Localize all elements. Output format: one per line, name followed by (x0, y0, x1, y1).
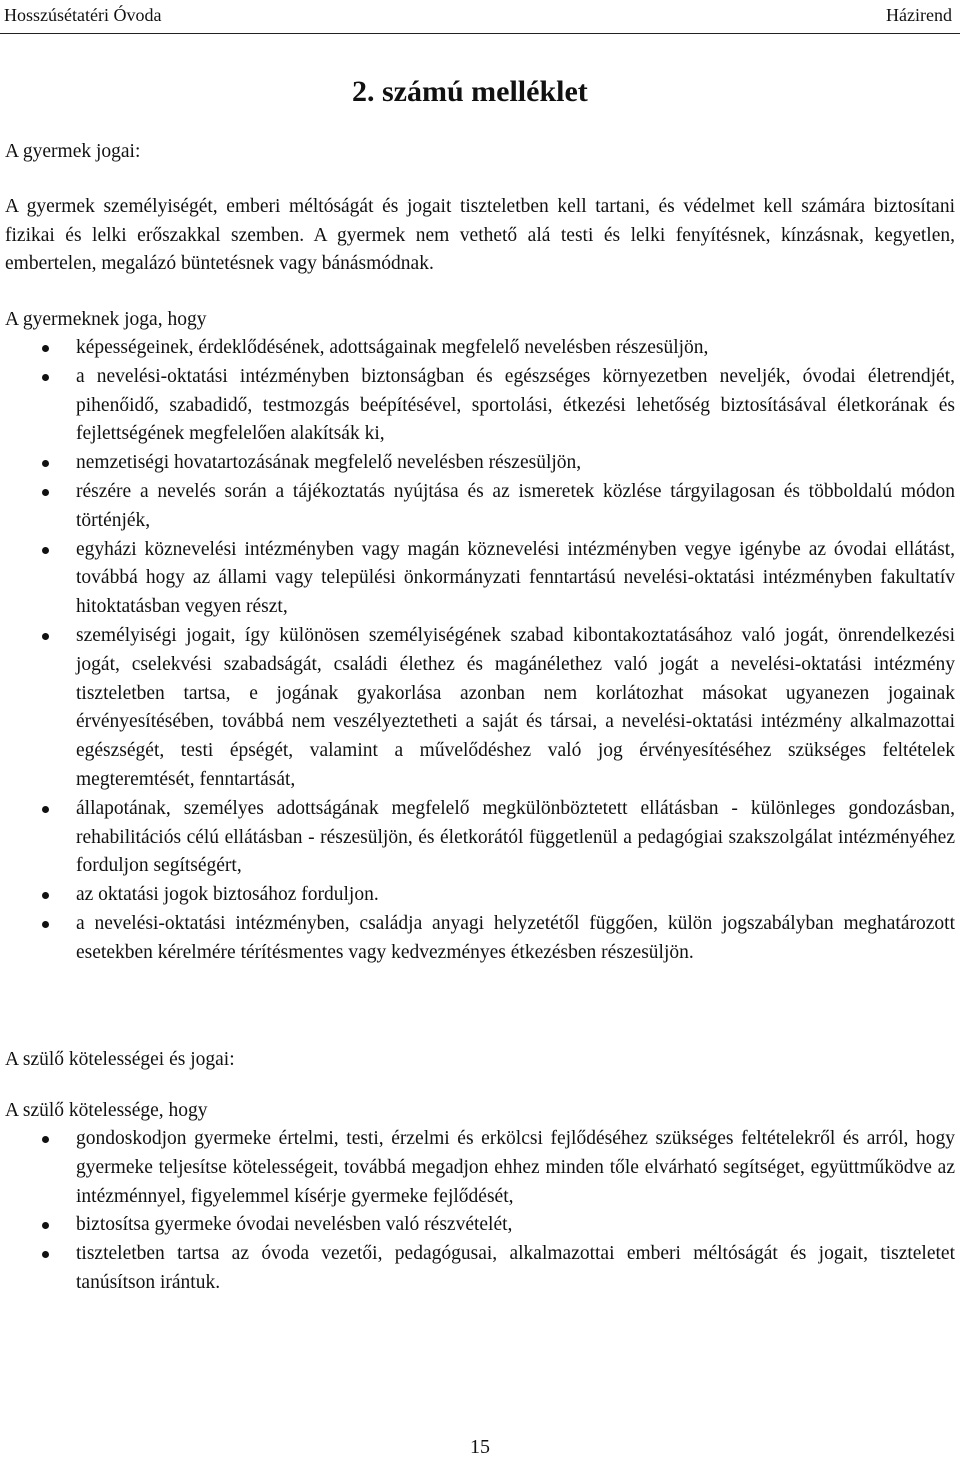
bullet-icon (42, 1136, 49, 1143)
parents-duties-block (5, 1097, 955, 1298)
list-item (5, 795, 955, 881)
header-document-type: Házirend (886, 5, 952, 25)
bullet-icon (42, 374, 49, 381)
list-item-text: személyiségi jogait, így különösen személyiségének szabad kibontakoztatásához való jogát, önrendelkezési jogát, cselekvési szabadságát, családi élethez és magánélethez való jogát a nevelési-oktatási intézmény tiszteletben tartsa, e jogának gyakorlása azonban nem korlátozhat másokat ugyanezen jogainak érvényesítésében, továbbá nem veszélyeztetheti a saját és társai, a nevelési-oktatási intézmény alkalmazottai egészségét, testi épségét, valamint a művelődéshez való jog érvényesítéséhez szükséges feltételek megteremtését, fenntartását, (76, 624, 955, 790)
list-item-text: tiszteletben tartsa az óvoda vezetői, pedagógusai, alkalmazottai emberi méltóságát és jogait, tiszteletet tanúsítson irántuk. (76, 1243, 955, 1293)
children-intro-paragraph: A gyermek személyiségét, emberi méltóságát és jogait tiszteletben kell tartani, és védelmet kell számára biztosítani fizikai és lelki erőszakkal szemben. A gyermek nem vethető alá testi és lelki fenyítésnek, kínzásnak, kegyetlen, embertelen, megalázó büntetésnek vagy bánásmódnak. (5, 196, 955, 274)
bullet-icon (42, 547, 49, 554)
page-number: 15 (470, 1436, 490, 1458)
children-intro-block (5, 193, 955, 279)
bullet-icon (42, 633, 49, 640)
list-item-text: egyházi köznevelési intézményben vagy magán köznevelési intézményben vegye igénybe az óvodai ellátást, továbbá hogy az állami vagy települési önkormányzati fenntartású nevelési-oktatási intézményben fakultatív hitoktatásban vegyen részt, (76, 538, 955, 618)
bullet-icon (42, 892, 49, 899)
list-item-text: részére a nevelés során a tájékoztatás nyújtása és az ismeretek közlése tárgyilagosan és többoldalú módon történjék, (76, 480, 955, 531)
header-divider (0, 33, 960, 34)
bullet-icon (42, 345, 49, 352)
list-item (5, 881, 955, 910)
list-item (5, 449, 955, 478)
bullet-icon (42, 921, 49, 928)
parents-heading-block (5, 1046, 955, 1074)
rights-list (5, 334, 955, 968)
children-rights-block (5, 306, 955, 968)
list-item (5, 1240, 955, 1298)
bullet-icon (42, 1251, 49, 1258)
section-heading-children: A gyermek jogai: (5, 141, 141, 162)
bullet-icon (42, 1222, 49, 1229)
header-institution: Hosszúsétatéri Óvoda (4, 5, 162, 25)
duties-list (5, 1125, 955, 1298)
list-item-text: a nevelési-oktatási intézményben, családja anyagi helyzetétől függően, külön jogszabályban meghatározott esetekben kérelmére térítésmentes vagy kedvezményes étkezésben részesüljön. (76, 912, 955, 963)
duties-lead: A szülő kötelessége, hogy (5, 1100, 208, 1121)
list-item (5, 334, 955, 363)
list-item (5, 1125, 955, 1211)
list-item (5, 910, 955, 968)
list-item-text: az oktatási jogok biztosához forduljon. (76, 884, 379, 906)
children-rights-heading (5, 138, 955, 166)
list-item (5, 1211, 955, 1240)
section-heading-parents: A szülő kötelességei és jogai: (5, 1049, 235, 1070)
list-item-text: nemzetiségi hovatartozásának megfelelő nevelésben részesüljön, (76, 452, 582, 474)
rights-lead: A gyermeknek joga, hogy (5, 309, 207, 330)
list-item-text: gondoskodjon gyermeke értelmi, testi, érzelmi és erkölcsi fejlődéséhez szükséges feltételekről és arról, hogy gyermeke teljesítse kötelességeit, továbbá megadjon ehhez minden tőle elvárható segítséget, együttműködve az intézménnyel, figyelemmel kísérje gyermeke fejlődését, (76, 1128, 955, 1207)
bullet-icon (42, 489, 49, 496)
list-item (5, 536, 955, 622)
list-item-text: biztosítsa gyermeke óvodai nevelésben való részvételét, (76, 1214, 513, 1236)
list-item-text: képességeinek, érdeklődésének, adottságainak megfelelő nevelésben részesüljön, (76, 337, 709, 358)
list-item (5, 622, 955, 795)
list-item (5, 363, 955, 449)
bullet-icon (42, 806, 49, 813)
list-item-text: állapotának, személyes adottságának megfelelő megkülönböztetett ellátásban - különleges gondozásban, rehabilitációs célú ellátásban - részesüljön, és életkorától függetlenül a pedagógiai szakszolgálat intézményéhez forduljon segítségért, (76, 797, 955, 877)
bullet-icon (42, 460, 49, 467)
list-item-text: a nevelési-oktatási intézményben biztonságban és egészséges környezetben neveljék, óvodai életrendjét, pihenőidő, szabadidő, testmozgás beépítésével, sportolási, étkezési lehetőség biztosításával életkorának és fejlettségének megfelelően alakítsák ki, (76, 365, 955, 445)
annex-title: 2. számú melléklet (352, 75, 588, 108)
list-item (5, 478, 955, 536)
